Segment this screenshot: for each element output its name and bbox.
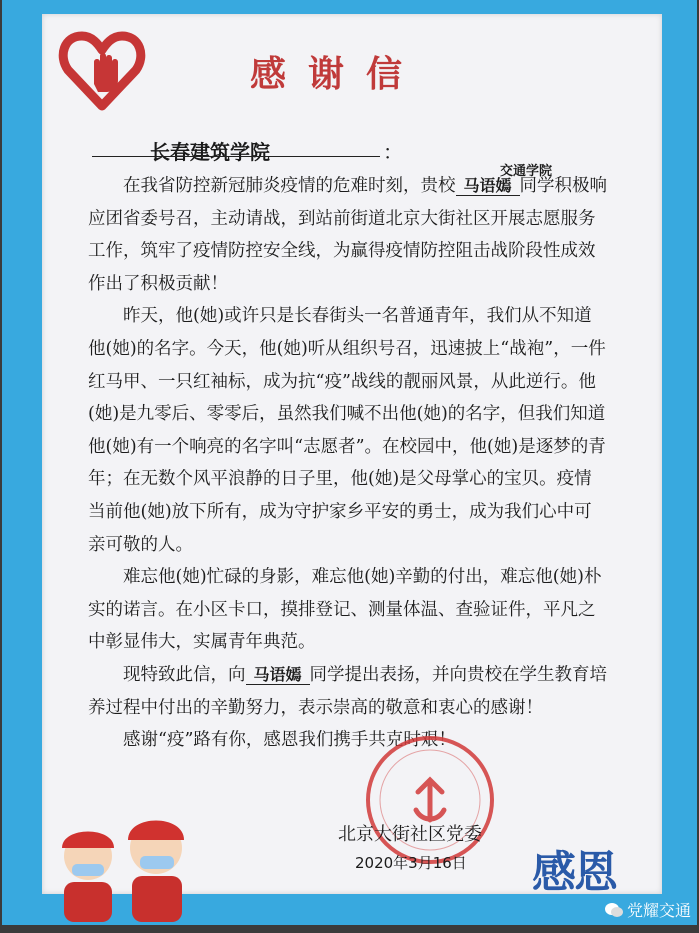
p4-text-a: 现特致此信，向 — [123, 664, 246, 685]
date: 2020年3月16日 — [355, 854, 467, 872]
recipient-underline — [92, 156, 380, 157]
volunteers-cartoon-icon — [48, 808, 198, 923]
ganen-logo: 感恩 — [532, 847, 616, 898]
recipient: 长春建筑学院 — [150, 140, 270, 164]
red-seal-stamp-icon — [360, 730, 500, 870]
paragraph-5: 感谢“疫”路有你，感恩我们携手共克时艰！ — [123, 730, 456, 751]
p4-text-b: 同学提出表扬，并向贵校在学生教育培养过程中付出的辛勤努力，表示崇高的敬意和衷心的感谢！ — [88, 664, 608, 718]
letter-title: 感谢信 — [250, 53, 425, 95]
p1-text-a: 在我省防控新冠肺炎疫情的危难时刻，贵校 — [123, 176, 456, 196]
school-handwritten: 交通学院 — [500, 164, 553, 179]
watermark-text: 党耀交通 — [626, 901, 691, 920]
letter-body — [88, 170, 608, 757]
paragraph-1 — [88, 170, 608, 300]
recipient-colon: ： — [383, 140, 403, 164]
heart-hand-logo-icon — [58, 26, 146, 114]
paragraph-4 — [88, 659, 608, 724]
p1-text-b: 同学积极响应团省委号召，主动请战，到站前街道北京大街社区开展志愿服务工作，筑牢了疫情防控安全线，为赢得疫情防控阻击战阶段性成效作出了积极贡献！ — [88, 176, 608, 294]
paragraph-3: 难忘他(她)忙碌的身影，难忘他(她)辛勤的付出，难忘他(她)朴实的诺言。在小区卡口，摸排登记、测量体温、查验证件，平凡之中彰显伟大，实属青年典范。 — [88, 567, 602, 653]
student-name: 马语嫣 — [456, 176, 520, 196]
paragraph-2: 昨天，他(她)或许只是长春街头一名普通青年，我们从不知道他(她)的名字。今天，他(她)听从组织号召，迅速披上“战袍”，一件红马甲、一只红袖标，成为抗“疫”战线的靓丽风景，从此逆行。他(她)是九零后、零零后，虽然我们喊不出他(她)的名字，但我们知道他(她)有一个响亮的名字叫“志愿者”。在校园中，他(她)是逐梦的青年；在无数个风平浪静的日子里，他(她)是父母掌心的宝贝。疫情当前他(她)放下所有，成为守护家乡平安的勇士，成为我们心中可亲可敬的人。 — [88, 306, 606, 555]
student-name-2: 马语嫣 — [246, 665, 310, 685]
wechat-icon — [605, 902, 623, 918]
signature: 北京大街社区党委 — [338, 824, 482, 845]
watermark — [605, 898, 691, 921]
